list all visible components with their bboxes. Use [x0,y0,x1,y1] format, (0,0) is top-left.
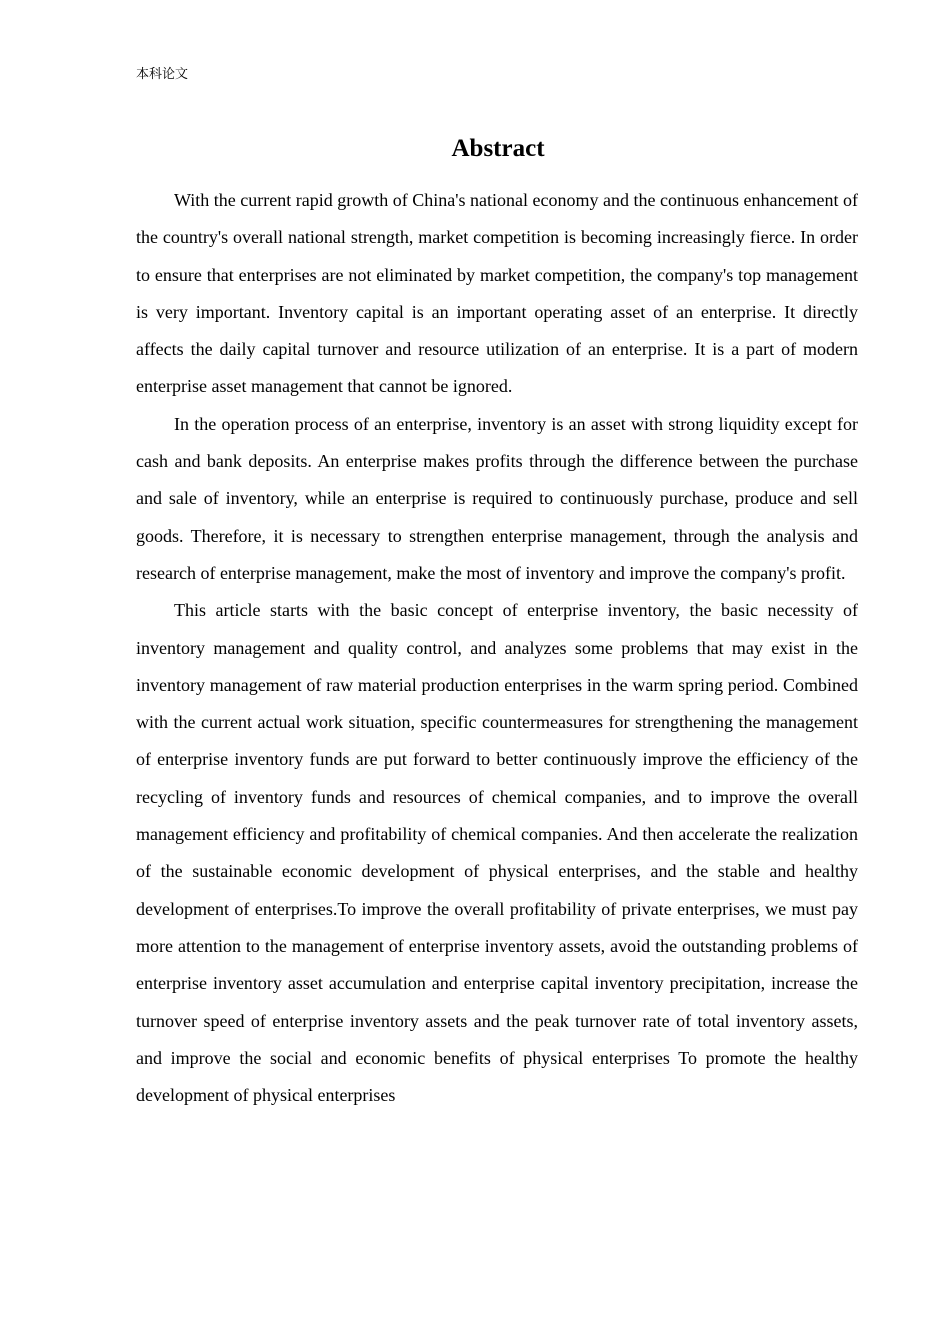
page-header: 本科论文 [136,67,189,82]
abstract-paragraph: This article starts with the basic concept of enterprise inventory, the basic necessity of inventory management and quality control, and analyzes some problems that may exist in the inventory management of raw material production enterprises in the warm spring period. Combined with the current actual work situation, specific countermeasures for strengthening the management of enterprise inventory funds are put forward to better continuously improve the efficiency of the recycling of inventory funds and resources of chemical companies, and to improve the overall management efficiency and profitability of chemical companies. And then accelerate the realization of the sustainable economic development of physical enterprises, and the stable and healthy development of enterprises.To improve the overall profitability of private enterprises, we must pay more attention to the management of enterprise inventory assets, avoid the outstanding problems of enterprise inventory asset accumulation and enterprise capital inventory precipitation, increase the turnover speed of enterprise inventory assets and the peak turnover rate of total inventory assets, and improve the social and economic benefits of physical enterprises To promote the healthy development of physical enterprises [136,600,858,1106]
abstract-paragraph: In the operation process of an enterprise, inventory is an asset with strong liquidity except for cash and bank deposits. An enterprise makes profits through the difference between the purchase and sale of inventory, while an enterprise is required to continuously purchase, produce and sell goods. Therefore, it is necessary to strengthen enterprise management, through the analysis and research of enterprise management, make the most of inventory and improve the company's profit. [136,413,858,583]
abstract-title: Abstract [451,135,545,162]
abstract-paragraph: With the current rapid growth of China's national economy and the continuous enhancement of the country's overall national strength, market competition is becoming increasingly fierce. In order to ensure that enterprises are not eliminated by market competition, the company's top management is very important. Inventory capital is an important operating asset of an enterprise. It directly affects the daily capital turnover and resource utilization of an enterprise. It is a part of modern enterprise asset management that cannot be ignored. [136,190,858,397]
abstract-body [136,182,858,1114]
